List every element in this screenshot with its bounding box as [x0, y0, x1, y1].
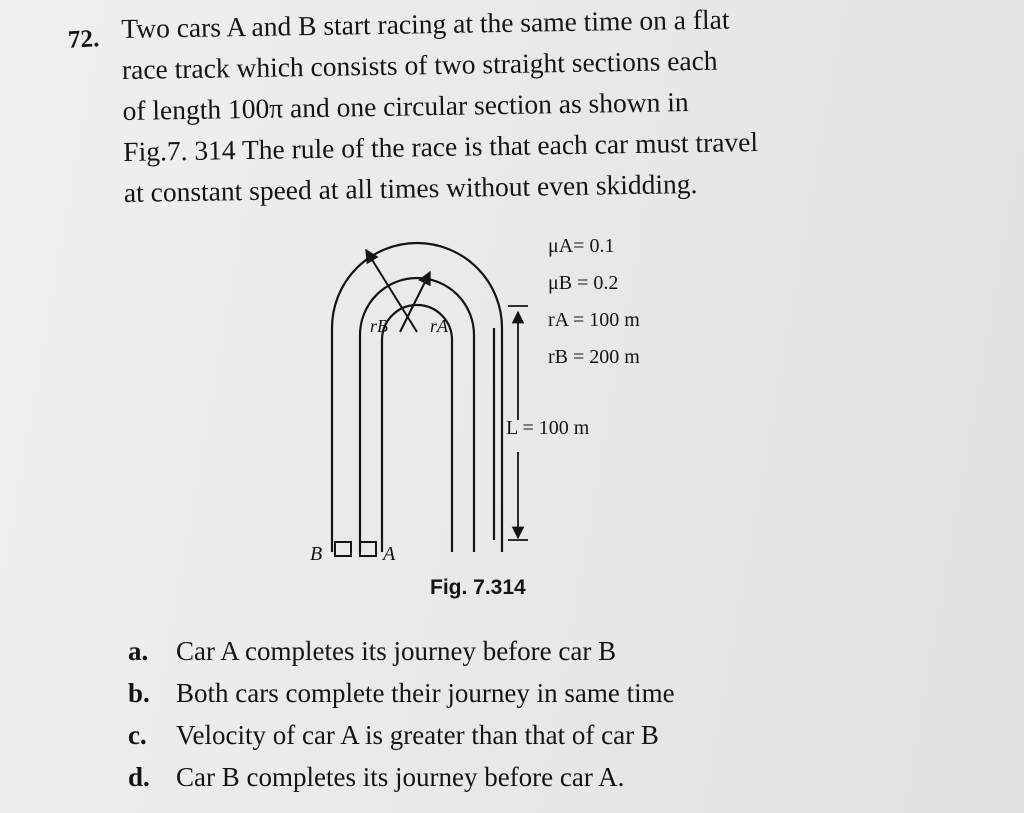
car-b-label: B [310, 543, 323, 565]
car-b-icon [335, 542, 351, 556]
given-r-a: rA = 100 m [548, 309, 640, 331]
option-label: a. [128, 636, 149, 666]
car-a-label: A [383, 543, 396, 565]
option-text: Velocity of car A is greater than that of car B [176, 720, 659, 750]
option-label: b. [128, 678, 150, 708]
question-line: of length 100π and one circular section as shown in [122, 86, 689, 126]
option-text: Both cars complete their journey in same time [176, 678, 675, 708]
option-text: Car B completes its journey before car A. [176, 762, 625, 792]
radius-a-label: rA [430, 316, 448, 336]
answer-options [128, 630, 675, 798]
radius-a-arrow [400, 272, 430, 332]
question-line: Fig.7. 314 The rule of the race is that each car must travel [123, 126, 759, 167]
radius-b-label: rB [370, 316, 388, 336]
option-d[interactable] [128, 756, 675, 798]
figure-caption: Fig. 7.314 [430, 576, 526, 599]
option-label: c. [128, 720, 147, 750]
given-mu-a: μA= 0.1 [548, 235, 615, 257]
car-a-icon [360, 542, 376, 556]
given-values [548, 228, 640, 376]
option-a[interactable] [128, 630, 675, 672]
question-number: 72. [67, 25, 100, 54]
option-label: d. [128, 762, 150, 792]
option-b[interactable] [128, 672, 675, 714]
option-text: Car A completes its journey before car B [176, 636, 617, 666]
length-label: L = 100 m [506, 417, 590, 439]
question-line: race track which consists of two straight sections each [121, 44, 718, 85]
given-mu-b: μB = 0.2 [548, 272, 619, 294]
question-stem [121, 0, 924, 213]
option-c[interactable] [128, 714, 675, 756]
question-line: Two cars A and B start racing at the same time on a flat [121, 3, 730, 44]
given-r-b: rB = 200 m [548, 346, 640, 368]
track-inner-wall [382, 305, 452, 552]
outer-track-b [332, 243, 502, 552]
question-line: at constant speed at all times without even skidding. [123, 167, 698, 208]
